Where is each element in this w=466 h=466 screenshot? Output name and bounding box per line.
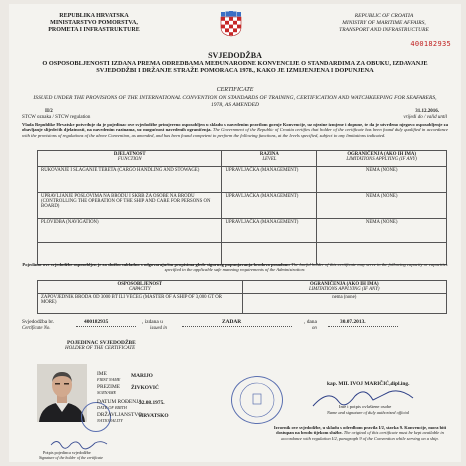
date-label-en: on [312, 326, 317, 331]
limit-cell: NEMA (NONE) [317, 193, 447, 219]
footer-note [271, 425, 449, 441]
holder-signature-label-hr: Potpis pojedinca svjedodžbe [43, 450, 91, 455]
capacity-limit-cell: nema (none) [242, 294, 447, 314]
functions-header-level: RAZINA LEVEL [222, 151, 317, 167]
header-left-line-3: PROMETA I INFRASTRUKTURE [48, 27, 140, 33]
nationality-label: DRŽAVLJANSTVO [97, 412, 143, 418]
holder-title-en: HOLDER OF THE CERTIFICATE [65, 346, 136, 351]
capacity-intro-en: The lawful holder of this certificate may serve in the following capacity or capacities specified in the applicable safe manning requirements of the Administration: [164, 262, 448, 273]
header-right-line-1: REPUBLIC OF CROATIA [354, 13, 414, 19]
header-left-line-1: REPUBLIKA HRVATSKA [59, 13, 129, 19]
holder-dob: 22.08.1975. [139, 400, 165, 406]
intro-hr: Vlada Republike Hrvatske potvrđuje da je pojedinac ove svjedodžbe primjereno osposobljen u skladu s navedenim pravilom gornje Konvencije, uz njezine izmjene i dopune, te da je utvrđeno njegovo osposobljenje za obavljanje slijedećih djelatnosti, na navedenim razinama, uz mogućnost navedenih ograničenja. [22, 122, 448, 133]
holder-photo [37, 364, 87, 422]
issued-in-label-en: issued in [150, 326, 167, 331]
header-left-line-2: MINISTARSTVO POMORSTVA, [50, 20, 138, 26]
table-row [38, 167, 447, 193]
holder-nationality: HRVATSKO [139, 413, 169, 419]
capacity-table [37, 280, 447, 314]
table-row [38, 193, 447, 219]
certificate-page [9, 4, 461, 462]
intro-en: The Government of the Republic of Croatia certifies that holder of the certificate has been found duly qualified in accordance with the provisions of regulations of the above Convention, as amended, and has been found competent to perform the following functions, at the levels specified, subject to any limitations indicated. [22, 127, 448, 138]
serial-number: 400182935 [410, 40, 451, 48]
valid-until-label: vrijedi do / valid until [403, 115, 447, 120]
holder-signature [49, 436, 109, 450]
functions-header-limitations: OGRANIČENJA (AKO IH IMA) LIMITATIONS APPLYING (IF ANY) [317, 151, 447, 167]
nationality-label-en: NATIONALITY [97, 418, 123, 423]
issued-place: ZADAR [222, 319, 242, 325]
certificate-number-line [22, 319, 448, 335]
dob-label-en: DATE OF BIRTH [97, 405, 127, 410]
croatian-coat-of-arms-icon [220, 11, 242, 37]
official-label-hr: Ime i potpis ovlaštene osobe [339, 404, 392, 409]
valid-until-date: 31.12.2016. [415, 109, 439, 114]
level-cell: UPRAVLJAČKA (MANAGEMENT) [222, 167, 317, 193]
cert-number: 400182935 [84, 319, 109, 325]
header-right-line-3: TRANSPORT AND INFRASTRUCTURE [339, 27, 429, 33]
capacity-cell: ZAPOVJEDNIK BRODA OD 3000 BT ILI VEĆEG (MASTER OF A SHIP OF 3,000 GT OR MORE) [38, 294, 243, 314]
cert-no-label-en: Certificate No. [22, 326, 51, 331]
table-row [38, 294, 447, 314]
footer-hr: Izvornik ove svjedodžbe, u skladu s odredbom pravila I/2, stavka 9. Konvencije, mora biti dostupan na brodu tijekom službe. [273, 425, 447, 436]
capacity-header: OSPOSOBLJENOST CAPACITY [38, 281, 243, 294]
stcw-code: II/2 [45, 109, 53, 114]
capacity-intro-hr: Pojedinac ove svjedodžbe osposobljen je za službu sukladno s odgovarajućim propisima glede sigurnog popunjavanja brodova posadom: [22, 262, 291, 267]
certificate-body-hr: O OSPOSOBLJENOSTI IZDANA PREMA ODREDBAMA MEĐUNARODNE KONVENCIJE O STANDARDIMA ZA OBUKU, IZDAVANJE SVJEDODŽBI I DRŽANJE STRAŽE POMORACA 1978., KAKO JE IZMIJENJENA I DOPUNJENA [42, 60, 428, 75]
level-cell: UPRAVLJAČKA (MANAGEMENT) [222, 219, 317, 243]
issue-date: 30.07.2013. [340, 319, 366, 325]
level-cell: UPRAVLJAČKA (MANAGEMENT) [222, 193, 317, 219]
function-cell: PLOVIDBA (NAVIGATION) [38, 219, 222, 243]
holder-title-hr: POJEDINAC SVJEDODŽBE [67, 340, 136, 346]
holder-surname: ŽIVKOVIĆ [131, 385, 159, 391]
functions-header-function: DJELATNOST FUNCTION [38, 151, 222, 167]
official-label-en: Name and signature of duly authorized official [327, 410, 410, 415]
stcw-label: STCW oznaka / STCW regulation [22, 115, 91, 120]
cert-no-label-hr: Svjedodžba br. [22, 319, 55, 325]
functions-table [37, 150, 447, 265]
header-right-line-2: MINISTRY OF MARITIME AFFAIRS, [342, 20, 426, 26]
header-right [319, 13, 449, 34]
official-name: kap. MIL IVOJ MARIČIĆ,dipl.ing. [327, 381, 410, 387]
capacity-intro [22, 262, 448, 273]
footer-en: The original of this certificate must be kept available in accordance with regulation I/2, paragraph 9 of the Convention while serving on a ship. [281, 430, 444, 441]
function-cell: RUKOVANJE I SLAGANJE TERETA (CARGO HANDLING AND STOWAGE) [38, 167, 222, 193]
date-label-hr: , dana [304, 319, 317, 325]
capacity-limit-header: OGRANIČENJA (AKO IH IMA) LIMITATIONS APPLYING (IF ANY) [242, 281, 447, 294]
official-stamp [231, 376, 283, 424]
limit-cell: NEMA (NONE) [317, 219, 447, 243]
holder-first-name: MARIJO [131, 373, 153, 379]
dob-label: DATUM ROĐENJA [97, 399, 143, 405]
surname-label-en: SURNAME [97, 390, 117, 395]
certificate-title-hr: SVJEDODŽBA [208, 51, 262, 60]
holder-signature-label-en: Signature of the holder of the certificate [39, 455, 104, 460]
name-label-en: FIRST NAME [97, 377, 121, 382]
surname-label: PREZIME [97, 384, 121, 390]
issued-in-label-hr: , izdana u [142, 319, 163, 325]
limit-cell: NEMA (NONE) [317, 167, 447, 193]
table-row [38, 219, 447, 243]
function-cell: UPRAVLJANJE POSLOVIMA NA BRODU I SKRB ZA OSOBE NA BRODU (CONTROLLING THE OPERATION OF THE SHIP AND CARE FOR PERSONS ON BOARD) [38, 193, 222, 219]
intro-paragraph [22, 122, 448, 138]
certificate-body-en: ISSUED UNDER THE PROVISIONS OF THE INTERNATIONAL CONVENTION ON STANDARDS OF TRAINING, CERTIFICATION AND WATCHKEEPING FOR SEAFARERS, 1978, AS AMENDED [33, 95, 437, 108]
certificate-title-en: CERTIFICATE [216, 87, 254, 93]
header-left [29, 13, 159, 34]
name-label: IME [97, 371, 107, 377]
